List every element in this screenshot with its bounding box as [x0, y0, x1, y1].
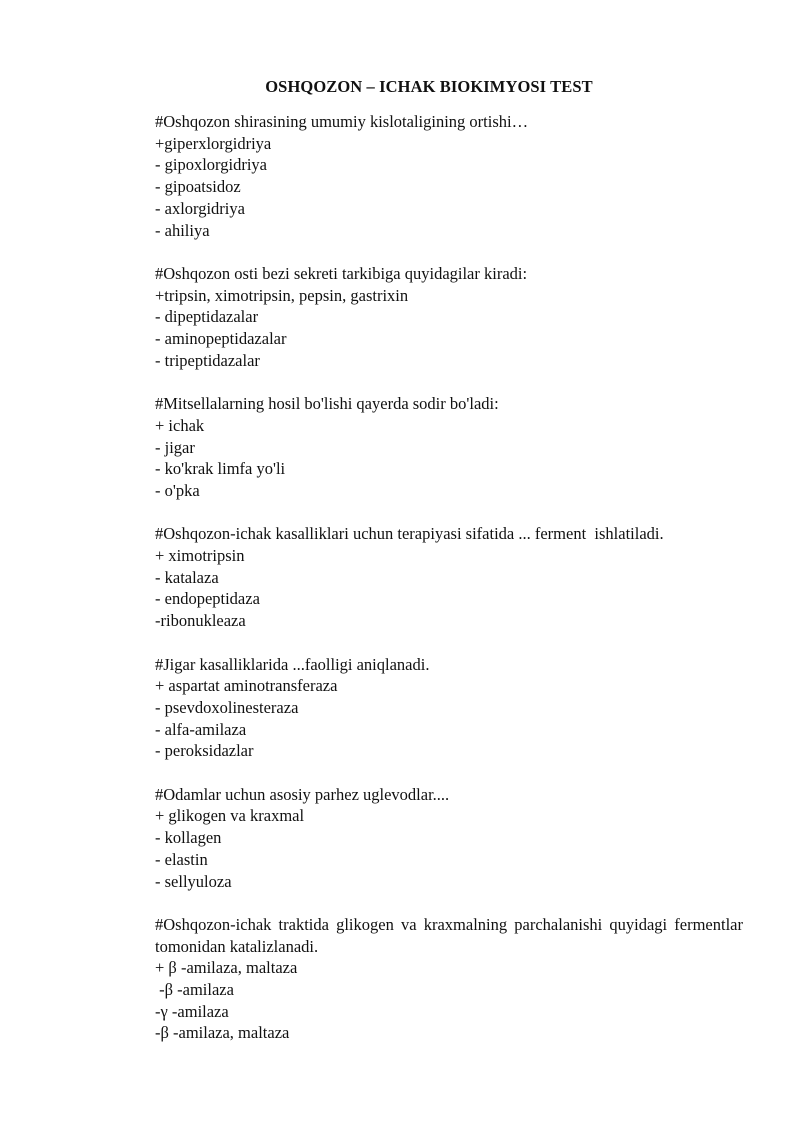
answer-option: - aminopeptidazalar	[155, 329, 287, 349]
question-block	[155, 914, 748, 1044]
answer-option: - ahiliya	[155, 220, 210, 240]
answer-option: - endopeptidaza	[155, 589, 260, 609]
answer-option: - ko'krak limfa yo'li	[155, 459, 286, 479]
answer-option: - alfa-amilaza	[155, 719, 247, 739]
question-text: #Mitsellalarning hosil bo'lishi qayerda sodir bo'ladi:	[155, 394, 499, 414]
question-block	[155, 523, 743, 632]
answer-option: + glikogen va kraxmal	[155, 806, 305, 826]
question-text: #Oshqozon-ichak traktida glikogen va kraxmalning parchalanishi quyidagi fermentlar tomonidan katalizlanadi.	[155, 914, 748, 956]
question-text: #Odamlar uchun asosiy parhez uglevodlar....	[155, 784, 450, 804]
answer-option: - jigar	[155, 437, 195, 457]
answer-option: -ribonukleaza	[155, 611, 246, 631]
answer-option: + aspartat aminotransferaza	[155, 676, 338, 696]
answer-option: - kollagen	[155, 828, 222, 848]
answer-option: -β -amilaza, maltaza	[155, 1023, 290, 1043]
question-block	[155, 111, 743, 241]
question-list	[155, 111, 748, 1066]
answer-option: + ichak	[155, 415, 205, 435]
answer-option: - axlorgidriya	[155, 198, 245, 218]
question-block	[155, 654, 743, 763]
answer-option: - elastin	[155, 849, 208, 869]
answer-option: - psevdoxolinesteraza	[155, 697, 299, 717]
question-text: #Oshqozon shirasining umumiy kislotaligining ortishi…	[155, 112, 529, 131]
answer-option: +tripsin, ximotripsin, pepsin, gastrixin	[155, 285, 409, 305]
answer-option: - gipoatsidoz	[155, 177, 241, 197]
question-text: #Oshqozon osti bezi sekreti tarkibiga quyidagilar kiradi:	[155, 263, 528, 283]
question-block	[155, 263, 743, 372]
question-text: #Jigar kasalliklarida ...faolligi aniqlanadi.	[155, 654, 430, 674]
answer-option: -β -amilaza	[155, 980, 234, 1000]
question-block	[155, 393, 743, 502]
document-title: OSHQOZON – ICHAK BIOKIMYOSI TEST	[265, 77, 593, 96]
answer-option: +giperxlorgidriya	[155, 133, 272, 153]
answer-option: - gipoxlorgidriya	[155, 155, 267, 175]
answer-option: - katalaza	[155, 567, 219, 587]
answer-option: - peroksidazlar	[155, 741, 254, 761]
answer-option: + ximotripsin	[155, 546, 245, 566]
question-block	[155, 784, 743, 893]
answer-option: - sellyuloza	[155, 871, 232, 891]
answer-option: - tripeptidazalar	[155, 350, 260, 370]
answer-option: - dipeptidazalar	[155, 307, 259, 327]
answer-option: -γ -amilaza	[155, 1001, 229, 1021]
question-text: #Oshqozon-ichak kasalliklari uchun terapiyasi sifatida ... ferment ishlatiladi.	[155, 524, 664, 544]
answer-option: + β -amilaza, maltaza	[155, 958, 298, 978]
answer-option: - o'pka	[155, 480, 200, 500]
